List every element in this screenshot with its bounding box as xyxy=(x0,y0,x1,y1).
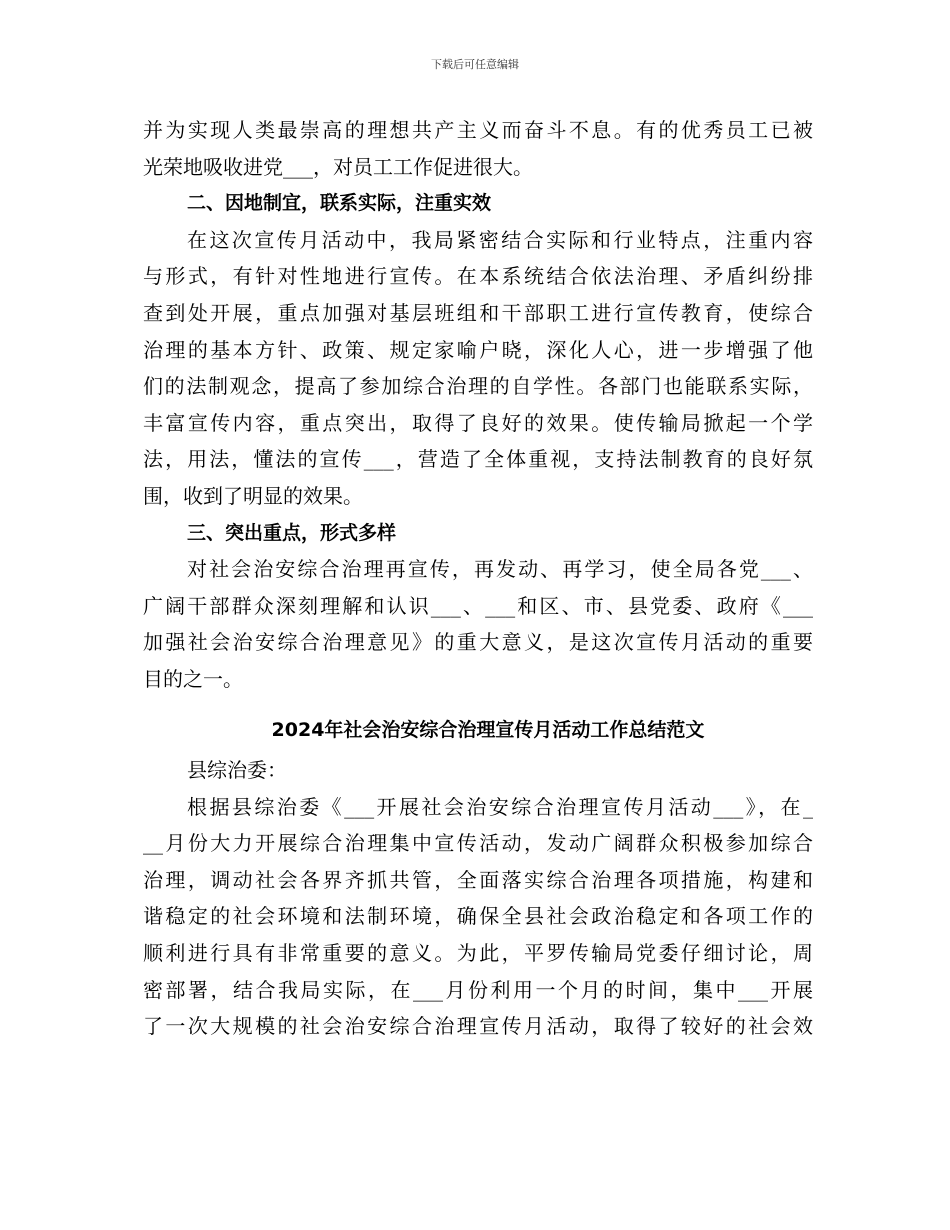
paragraph-line: 目的之一。 xyxy=(143,666,243,691)
page-header-note: 下载后可任意编辑 xyxy=(431,58,519,71)
article-title: 2024年社会治安综合治理宣传月活动工作总结范文 xyxy=(271,718,705,741)
paragraph-line: 们的法制观念，提高了参加综合治理的自学性。各部门也能联系实际， xyxy=(143,374,813,399)
paragraph-line: 广阔干部群众深刻理解和认识___、___和区、市、县党委、政府《___ xyxy=(143,593,813,618)
paragraph-line: 与形式，有针对性地进行宣传。在本系统结合依法治理、矛盾纠纷排 xyxy=(143,264,813,289)
paragraph-line: 治理，调动社会各界齐抓共管，全面落实综合治理各项措施，构建和 xyxy=(143,867,813,892)
paragraph-line: 并为实现人类最崇高的理想共产主义而奋斗不息。有的优秀员工已被 xyxy=(143,118,813,142)
paragraph-line: 治理的基本方针、政策、规定家喻户晓，深化人心，进一步增强了他 xyxy=(143,337,813,362)
paragraph-line: 顺利进行具有非常重要的意义。为此，平罗传输局党委仔细讨论，周 xyxy=(143,941,813,966)
paragraph-line: 密部署，结合我局实际，在___月份利用一个月的时间，集中___开展 xyxy=(143,977,813,1002)
salutation: 县综治委： xyxy=(187,758,287,783)
paragraph-line: 了一次大规模的社会治安综合治理宣传月活动，取得了较好的社会效 xyxy=(143,1014,813,1039)
paragraph-line: 查到处开展，重点加强对基层班组和干部职工进行宣传教育，使综合 xyxy=(143,300,813,325)
paragraph-line: 光荣地吸收进党___，对员工工作促进很大。 xyxy=(143,154,533,179)
paragraph-line: 谐稳定的社会环境和法制环境，确保全县社会政治稳定和各项工作的 xyxy=(143,904,813,929)
paragraph-line: 根据县综治委《___开展社会治安综合治理宣传月活动___》，在_ xyxy=(187,794,813,819)
paragraph-line: 围，收到了明显的效果。 xyxy=(143,483,363,508)
paragraph-line: 丰富宣传内容，重点突出，取得了良好的效果。使传输局掀起一个学 xyxy=(143,410,813,435)
section-heading: 二、因地制宜，联系实际，注重实效 xyxy=(187,192,492,215)
paragraph-line: 法，用法，懂法的宣传___，营造了全体重视，支持法制教育的良好氛 xyxy=(143,447,813,472)
section-heading: 三、突出重点，形式多样 xyxy=(187,521,397,544)
paragraph-line: 在这次宣传月活动中，我局紧密结合实际和行业特点，注重内容 xyxy=(187,227,813,252)
document-body xyxy=(143,112,813,1045)
paragraph-line: 对社会治安综合治理再宣传，再发动、再学习，使全局各党___、 xyxy=(187,557,813,582)
paragraph-line: __月份大力开展综合治理集中宣传活动，发动广阔群众积极参加综合 xyxy=(143,831,813,856)
paragraph-line: 加强社会治安综合治理意见》的重大意义，是这次宣传月活动的重要 xyxy=(143,630,813,655)
